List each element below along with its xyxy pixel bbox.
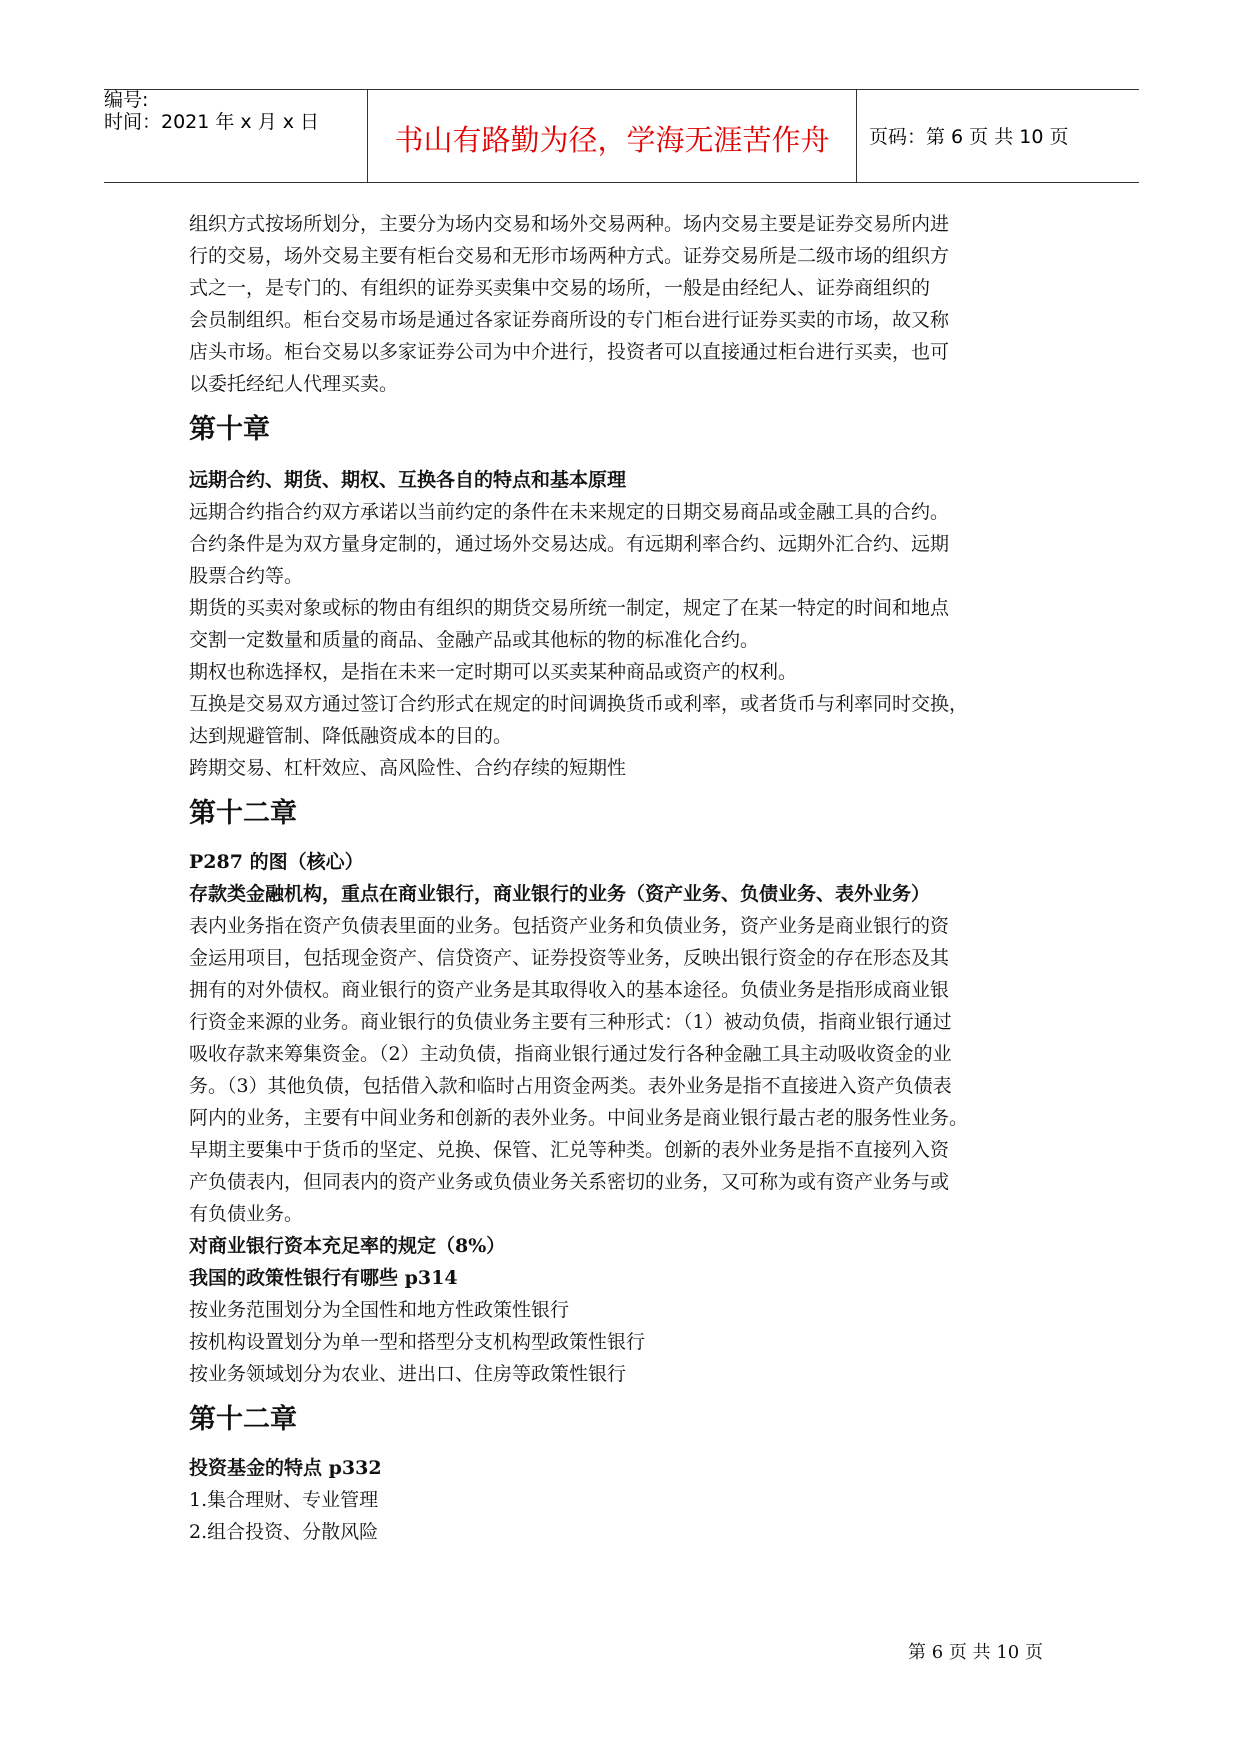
page-footer: 第 6 页 共 10 页 [908,1642,1043,1663]
chapter-12-subheading-figure: P287 的图（核心） [189,851,364,873]
header-meta-cell [104,90,368,182]
header-motto: 书山有路勤为径，学海无涯苦作舟 [394,123,830,157]
text-line: 务。（3）其他负债，包括借入款和临时占用资金两类。表外业务是指不直接进入资产负债表 [189,1075,952,1097]
text-line: 交割一定数量和质量的商品、金融产品或其他标的物的标准化合约。 [189,629,760,651]
investment-fund-list [189,1484,1069,1548]
text-line: 早期主要集中于货币的坚定、兑换、保管、汇兑等种类。创新的表外业务是指不直接列入资 [189,1139,950,1161]
text-line: 金运用项目，包括现金资产、信贷资产、证券投资等业务，反映出银行资金的存在形态及其 [189,947,950,969]
page-header [104,89,1139,183]
list-item: 按机构设置划分为单一型和搭型分支机构型政策性银行 [189,1331,646,1353]
text-line: 股票合约等。 [189,565,304,587]
chapter-12-heading: 第十二章 [189,798,297,829]
text-line: 合约条件是为双方量身定制的，通过场外交易达成。有远期利率合约、远期外汇合约、远期 [189,533,950,555]
text-line: 行资金来源的业务。商业银行的负债业务主要有三种形式：（1）被动负债，指商业银行通过 [189,1011,952,1033]
investment-fund-subheading: 投资基金的特点 p332 [189,1457,382,1479]
header-page-cell [857,90,1139,182]
chapter-12-subheading-banks: 存款类金融机构，重点在商业银行，商业银行的业务（资产业务、负债业务、表外业务） [189,883,931,905]
document-time-label: 时间：2021 年 x 月 x 日 [104,111,320,133]
document-body [189,208,1069,1548]
text-line: 表内业务指在资产负债表里面的业务。包括资产业务和负债业务，资产业务是商业银行的资 [189,915,950,937]
list-item: 按业务领域划分为农业、进出口、住房等政策性银行 [189,1363,627,1385]
text-line: 行的交易，场外交易主要有柜台交易和无形市场两种方式。证券交易所是二级市场的组织方 [189,245,950,267]
intro-paragraph [189,208,1069,400]
header-motto-cell [368,90,857,182]
text-line: 远期合约指合约双方承诺以当前约定的条件在未来规定的日期交易商品或金融工具的合约。 [189,501,950,523]
chapter-12b-heading: 第十二章 [189,1404,297,1435]
list-item: 按业务范围划分为全国性和地方性政策性银行 [189,1299,570,1321]
text-line: 拥有的对外债权。商业银行的资产业务是其取得收入的基本途径。负债业务是指形成商业银 [189,979,950,1001]
text-line: 产负债表内，但同表内的资产业务或负债业务关系密切的业务，又可称为或有资产业务与或 [189,1171,950,1193]
chapter-12-body [189,910,1069,1230]
chapter-10-body [189,496,1069,784]
text-line: 组织方式按场所划分，主要分为场内交易和场外交易两种。场内交易主要是证券交易所内进 [189,213,950,235]
text-line: 店头市场。柜台交易以多家证券公司为中介进行，投资者可以直接通过柜台进行买卖，也可 [189,341,950,363]
capital-adequacy-subheading: 对商业银行资本充足率的规定（8%） [189,1235,506,1257]
chapter-10-subheading: 远期合约、期货、期权、互换各自的特点和基本原理 [189,469,627,491]
text-line: 有负债业务。 [189,1203,304,1225]
header-page-number: 页码：第 6 页 共 10 页 [869,126,1069,148]
text-line: 吸收存款来筹集资金。（2）主动负债，指商业银行通过发行各种金融工具主动吸收资金的业 [189,1043,952,1065]
text-line: 跨期交易、杠杆效应、高风险性、合约存续的短期性 [189,757,627,779]
text-line: 达到规避管制、降低融资成本的目的。 [189,725,513,747]
text-line: 式之一，是专门的、有组织的证券买卖集中交易的场所，一般是由经纪人、证券商组织的 [189,277,931,299]
text-line: 互换是交易双方通过签订合约形式在规定的时间调换货币或利率，或者货币与利率同时交换， [189,693,969,715]
policy-banks-list [189,1294,1069,1390]
list-item: 1.集合理财、专业管理 [189,1489,379,1511]
list-item: 2.组合投资、分散风险 [189,1521,379,1543]
text-line: 阿内的业务，主要有中间业务和创新的表外业务。中间业务是商业银行最古老的服务性业务。 [189,1107,969,1129]
chapter-10-heading: 第十章 [189,414,270,445]
text-line: 会员制组织。柜台交易市场是通过各家证券商所设的专门柜台进行证券买卖的市场，故又称 [189,309,950,331]
text-line: 以委托经纪人代理买卖。 [189,373,399,395]
document-number-label: 编号: [104,89,149,111]
text-line: 期货的买卖对象或标的物由有组织的期货交易所统一制定，规定了在某一特定的时间和地点 [189,597,950,619]
text-line: 期权也称选择权，是指在未来一定时期可以买卖某种商品或资产的权利。 [189,661,798,683]
policy-banks-subheading: 我国的政策性银行有哪些 p314 [189,1267,458,1289]
